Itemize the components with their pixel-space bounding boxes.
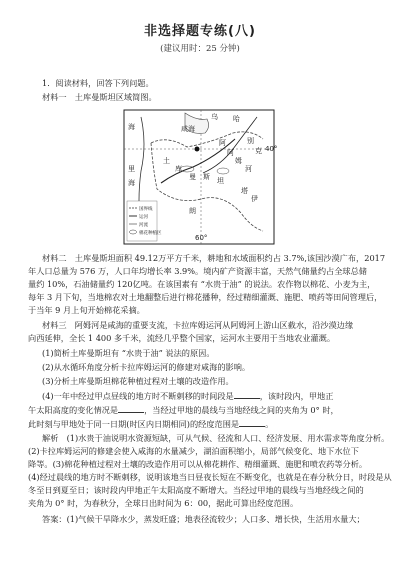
map-label: 河 (245, 165, 252, 173)
question-2: (2)从水循环角度分析卡拉库姆运河的修建对咸海的影响。 (42, 362, 251, 372)
answer-line: 答案：(1)气候干旱降水少，蒸发旺盛；地表径流较少；人口多、增长快，生活用水量大； (42, 514, 365, 524)
question-4-text: ，当经过甲地的晨线与当地经线之间的夹角为 0° 时， (144, 405, 339, 415)
map-label: 海 (128, 123, 135, 131)
material-2-line: 年人口总量为 576 万，人口年均增长率 3.9%。境内矿产资源丰富，天然气储量约占全球总储 (28, 266, 367, 276)
map-label: 伊 (251, 195, 258, 203)
question-4-text: (4)一年中经过甲点昼线的地方时不断刺移的时间段是 (42, 391, 234, 401)
map-label: 里 (128, 165, 135, 173)
map-label: 土 (163, 157, 170, 165)
map-label: 阿 (227, 149, 234, 157)
material-2-line: 每年 3 月下旬，当地棉农对土地翻整后进行棉花播种，经过精细灌溉、施肥、喷药等田间管理后， (28, 292, 383, 302)
turkmenistan-map (123, 109, 278, 245)
question-4-line (28, 404, 376, 416)
analysis-line: 夹角为 0° 时，为春秋分，全球日出时间为 6：00，据此可算出经度范围。 (28, 498, 299, 508)
page-title: 非选择题专练(八) (144, 24, 256, 39)
time-hint: (建议用时：25 分钟) (160, 44, 240, 54)
question-4-line (42, 390, 376, 402)
answer-blank (234, 390, 260, 399)
map-label: 哈 (233, 115, 240, 123)
map-label: 乌 (211, 113, 218, 121)
map-label: 朗 (189, 207, 196, 215)
legend-item: 棉花种植区 (139, 231, 162, 236)
latitude-label: 40° (265, 145, 278, 153)
analysis-line: (4)经过晨线的地方时不断刺移，说明该地当日昼夜长短在不断变化，也就是在春分秋分日，时段是从 (28, 472, 392, 482)
legend-item: 运河 (139, 215, 148, 220)
material-3-line: 材料三 阿姆河是咸海的重要支流，卡拉库姆运河从阿姆河上游山区截水，沿沙漠边缘 (42, 320, 354, 330)
question-4-text: ，该时段内，甲地正 (259, 391, 334, 401)
material-1-label: 材料一 土库曼斯坦区域简图。 (42, 92, 157, 102)
legend-item: 国界线 (139, 207, 153, 212)
analysis-line: 冬至日到夏至日；该时段内甲地正午太阳高度不断增大。当经过甲地的晨线与当地经线之间的 (28, 485, 364, 495)
map-label: 克 (255, 147, 262, 155)
analysis-line: 降等。(3)棉花种植过程对土壤的改造作用可以从棉花耕作、精细灌溉、施肥和喷农药等分析。 (28, 459, 368, 469)
material-2-line: 量约 10%，石油储量约 120亿吨。在该国素有 “水贵于油” 的说法。农作物以棉花、小麦为主， (28, 279, 376, 289)
analysis-line: 解析 (1)水贵于油说明水资源短缺，可从气候、径流和人口、经济发展、用水需求等角度分析。 (42, 433, 390, 443)
question-intro: 1．阅读材料，回答下列问题。 (42, 78, 154, 88)
map-label: 咸海 (181, 125, 195, 133)
material-2-line: 材料二 土库曼斯坦面积 49.12万平方千米，耕地和水域面积约占 3.7%,该国沙漠广布，2017 (42, 253, 386, 263)
map-label: 曼 (189, 173, 196, 181)
map-label: 坦 (217, 177, 224, 185)
map-label: 阿 (219, 139, 226, 147)
question-4-text: 。 (265, 419, 274, 429)
material-3-line: 向西延伸，全长 1 400 多千米，流经几乎整个国家，运河水主要用于当地农业灌溉。 (28, 333, 336, 343)
map-label: 别 (247, 137, 254, 145)
legend-item: 河流 (139, 223, 148, 228)
map-label: 库 (175, 165, 182, 173)
map-label: 姆 (235, 157, 242, 165)
question-3: (3)分析土库曼斯坦棉花种植过程对土壤的改造作用。 (42, 376, 234, 386)
question-4-text: 午太阳高度的变化情况是 (28, 405, 119, 415)
map-label: 海 (128, 179, 135, 187)
question-1: (1)简析土库曼斯坦有 “水贵于油” 说法的原因。 (42, 348, 215, 358)
map-label: 斯 (203, 173, 210, 181)
answer-blank (118, 404, 144, 413)
material-2-line: 于当年 9 月上旬开始棉花采摘。 (28, 305, 145, 315)
answer-blank (239, 418, 265, 427)
analysis-line: (2)卡拉库姆运河的修建会使入咸海的水量减少，湖泊面积缩小，局部气候变化、地下水位下 (28, 446, 359, 456)
question-4-line (28, 418, 376, 430)
map-figure (123, 109, 278, 245)
question-4-text: 此时刻与甲地处于同一日期(时区内日期相同)的经度范围是 (28, 419, 240, 429)
longitude-label: 60° (195, 234, 208, 242)
map-label: 塔 (241, 187, 248, 195)
